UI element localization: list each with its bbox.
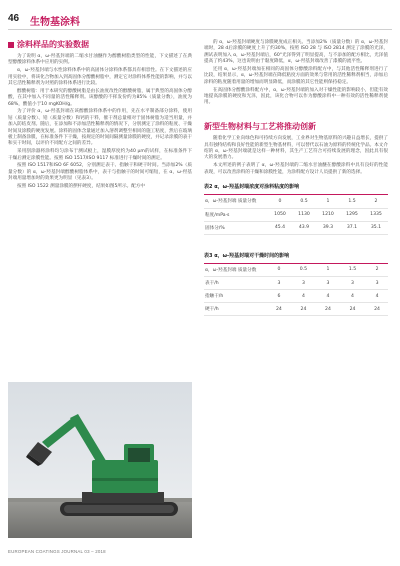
row-label: 粘度/mPa·s xyxy=(204,208,268,221)
paragraph: 按照 ISO 1517和ISO 6F 6052，分别测定表干、指触干和硬干时间。当添加2%（质量分数）的 α，ω-羟基封端醇酸树脂体系中，表干与指触干的时间可缩短，在 α，ω-羟基封端用量增加时的效果更为明显（见表3）。 xyxy=(8,163,192,182)
row-label: 硬干/h xyxy=(204,303,268,316)
heading-marker-icon xyxy=(8,42,14,48)
table-cell: 1.5 xyxy=(339,264,366,277)
table-cell: 1210 xyxy=(316,208,340,221)
table-cell: 1 xyxy=(316,195,340,208)
table-cell: 1050 xyxy=(268,208,292,221)
table-row xyxy=(204,195,388,208)
table-cell: 4 xyxy=(317,290,339,303)
table-cell: 0.5 xyxy=(290,264,317,277)
footer: EUROPEAN COATINGS JOURNAL 03 – 2018 xyxy=(8,549,106,554)
table-cell: 0.5 xyxy=(292,195,316,208)
table-cell: 1130 xyxy=(292,208,316,221)
table-row xyxy=(204,290,388,303)
table-row xyxy=(204,208,388,221)
table-cell: 2 xyxy=(364,195,388,208)
table-cell: 3 xyxy=(366,277,388,290)
table-cell: 1 xyxy=(317,264,339,277)
row-label: 表干/h xyxy=(204,277,268,290)
row-label: 指触干/h xyxy=(204,290,268,303)
paragraph: 本文所述的例子表明了 α，ω-羟基封端的二缩水甘油醚在醇酸涂料中具有良好的性能表现，可以改善涂料的干燥和涂膜性能，为涂料配方设计人员提供了新的选择。 xyxy=(204,163,388,175)
table-row xyxy=(204,264,388,277)
header-divider xyxy=(8,29,392,30)
table-cell: 24 xyxy=(339,303,366,316)
table-title: 表2 α，ω-羟基封端浓度对涂料粘度的影响 xyxy=(204,180,388,195)
table-row xyxy=(204,277,388,290)
table-cell: 6 xyxy=(268,290,290,303)
data-table xyxy=(204,264,388,317)
heading-text: 新型生物材料与工艺将推动创新 xyxy=(204,122,316,132)
paragraph: 按照 ISO 1522 测量涂膜的摆杆硬度，结果如图5所示。配方中 xyxy=(17,184,145,190)
table-cell: 45.4 xyxy=(268,221,292,234)
table-title: 表3 α，ω-羟基封端对干燥时间的影响 xyxy=(204,249,388,264)
paragraph: 在高固体分醇酸涂料配方中，α，ω-羟基封端的加入对干燥性能的影响较小，但能有效地提高涂膜的硬度和光泽，因此，该化合物可以作为醇酸涂料中一种有效的活性稀释剂使用。 xyxy=(204,87,388,106)
table-cell: 3 xyxy=(339,277,366,290)
section-title: 生物基涂料 xyxy=(30,17,80,28)
paragraph: 采用刮涂器将涂料均匀涂布于测试板上，湿膜厚度约为40 μm的试样，在标准条件下干燥后测定涂膜性能。按照 ISO 1517/ISO 9117 标准进行干燥时间的测定。 xyxy=(8,149,192,161)
table-cell: 1335 xyxy=(364,208,388,221)
page-number: 46 xyxy=(8,13,20,24)
paragraph: 醇酸树脂：用于本研究的醇酸树脂是由长油度改性的醇酸树脂，属于典型的高固体分醇酸，在其中加入不同量的活性稀释剂。该醇酸的不挥发份约为85%（质量分数），油度为68%，酸值小于10 mgKOH/g。 xyxy=(8,88,192,107)
right-column xyxy=(204,40,388,316)
table-cell: 43.9 xyxy=(292,221,316,234)
table-cell: 3 xyxy=(268,277,290,290)
table-cell: 3 xyxy=(290,277,317,290)
table-2 xyxy=(204,180,388,235)
data-table xyxy=(204,195,388,235)
table-cell: 4 xyxy=(290,290,317,303)
excavator-image xyxy=(8,382,192,538)
table-cell: 37.1 xyxy=(340,221,364,234)
row-label: α，ω-羟基封端 质量分数 xyxy=(204,195,268,208)
table-cell: 4 xyxy=(366,290,388,303)
paragraph: 的 α，ω-羟基封端硬度与涂膜硬度成正相关。当添加2%（质量分数）的 α，ω-羟基封端时，28 d后涂膜的硬度上升了约30%，按照 ISO 28 与 ISO 2814 测定了涂膜的光泽，测试表明加入 α，ω-羟基封端后，60°光泽得到了明显提高，与不添加的配方相比，光泽值提高了约43%，这也说明由于黏度降低，α，ω-羟基封端改善了漆膜的流平性。 xyxy=(204,40,388,65)
table-row xyxy=(204,303,388,316)
table-cell: 0 xyxy=(268,195,292,208)
page-header xyxy=(0,11,400,31)
table-cell: 1295 xyxy=(340,208,364,221)
table-cell: 4 xyxy=(339,290,366,303)
table-cell: 24 xyxy=(290,303,317,316)
heading-text: 涂料样品的实验数据 xyxy=(17,40,89,49)
table-cell: 0 xyxy=(268,264,290,277)
paragraph: 为了评价 α，ω-羟基封端在该醇酸涂料体系中的作用，先在水平制备部分涂料，使用钴（质量分数）、锆（质量分数）和钙的干料，催干剂总量相对于固体树脂为适当用量，并加入防结皮剂。随后，在添加和不添加活性稀释剂的情况下，分别测定了涂料的粘度、干燥时间及涂膜的硬度发展。涂料的固体含量通过加入溶剂调整至相同的施工粘度，然后在玻璃板上制备涂膜，在标准条件下干燥，按规定的时间间隔测量涂膜的硬度，并记录涂膜的表干和实干时间，以评价不同配方之间的差异。 xyxy=(8,109,192,147)
table-cell: 35.1 xyxy=(364,221,388,234)
table-3 xyxy=(204,249,388,317)
table-cell: 3 xyxy=(317,277,339,290)
paragraph: 还用 α，ω-羟基封端加在相同的高固体分醇酸涂料配方中，与其他活性稀释剂进行了比较，结果显示，α，ω-羟基封端在降低粘度方面的效果与常用的活性稀释剂相当，添加后涂料的粘度随着用量的增加而明显降低，而涂膜的其它性能则保持稳定。 xyxy=(204,67,388,85)
table-cell: 39.3 xyxy=(316,221,340,234)
paragraph: α，ω-羟基封端与水性涂料体系中的高固体分涂料体系都具有相容性。在下文描述的应用实验中，将该化合物加入到高固体分醇酸树脂中，测定它对涂料体系性能的影响，并与以其它活性稀释剂为对照的涂料体系进行比较。 xyxy=(8,68,192,87)
paragraph: 为了说明 α，ω-羟基封端的二缩水甘油醚作为醇酸树脂类型的性能，下文描述了在典型醇酸涂料体系中应用的实例。 xyxy=(8,54,192,66)
table-cell: 24 xyxy=(317,303,339,316)
table-cell: 24 xyxy=(366,303,388,316)
table-cell: 2 xyxy=(366,264,388,277)
section-heading xyxy=(204,122,388,132)
paragraph: 随着化学工业向绿色和可持续方向发展，工业界对生物基原料的兴趣日益增长，提供了具有独特结构和良好性能的新型生物基材料，可以替代以石油为原料的传统化学品。本文介绍的 α，ω-羟基封端就是这样一种材料，其生产工艺符合可持续发展的理念，因此具有很大的发展潜力。 xyxy=(204,136,388,161)
table-cell: 24 xyxy=(268,303,290,316)
table-row xyxy=(204,221,388,234)
row-label: 固体分/% xyxy=(204,221,268,234)
left-column xyxy=(8,40,192,192)
row-label: α，ω-羟基封端 质量分数 xyxy=(204,264,268,277)
section-heading xyxy=(8,40,192,50)
table-cell: 1.5 xyxy=(340,195,364,208)
